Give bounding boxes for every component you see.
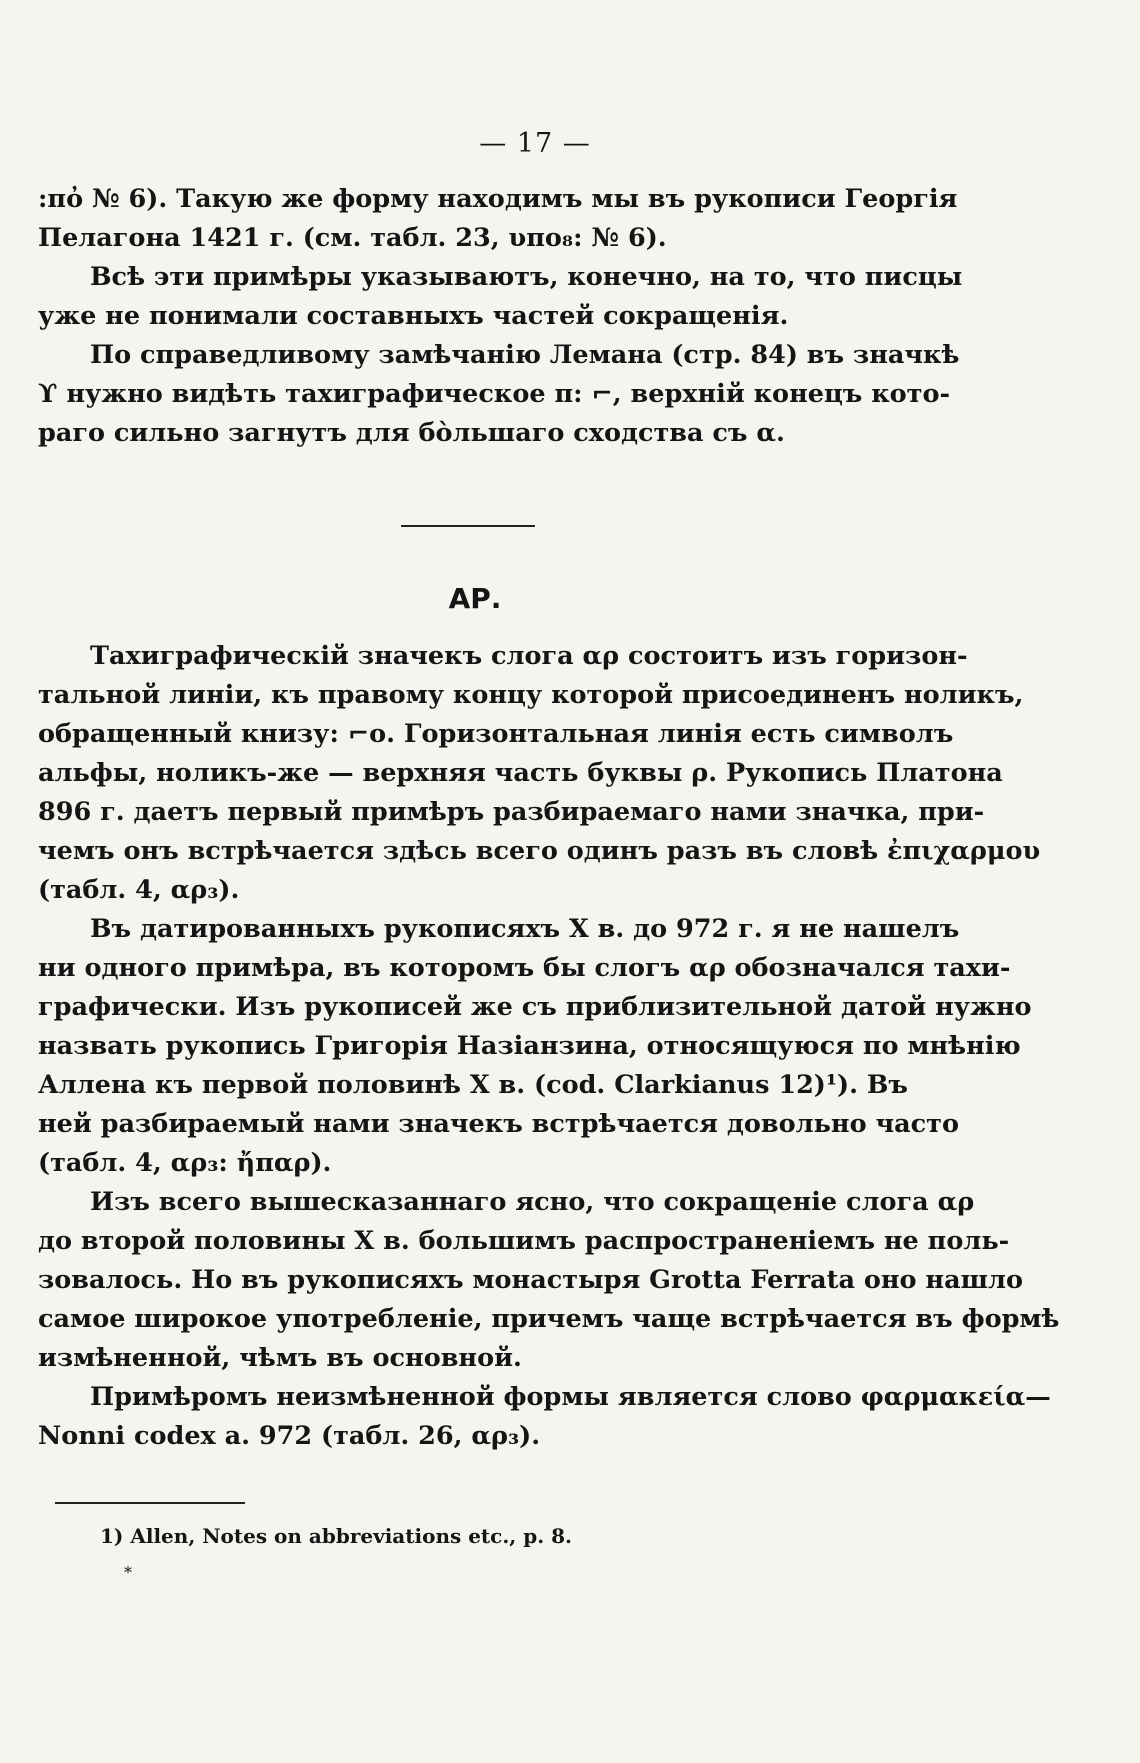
text-line: измѣненной, чѣмъ въ основной.: [38, 1343, 522, 1373]
text-line: Аллена къ первой половинѣ X в. (cod. Clarkianus 12)¹). Въ: [38, 1070, 908, 1100]
text-line: Пелагона 1421 г. (см. табл. 23, υπο₈: № 6).: [38, 223, 667, 253]
text-line: Изъ всего вышесказаннаго ясно, что сокращеніе слога αρ: [90, 1187, 975, 1217]
footnote: 1) Allen, Notes on abbreviations etc., p. 8.: [100, 1524, 573, 1548]
section-text-block: [38, 637, 1060, 1456]
text-line: 896 г. даетъ первый примѣръ разбираемаго нами значка, при-: [38, 797, 985, 827]
text-line: По справедливому замѣчанію Лемана (стр. 84) въ значкѣ: [90, 340, 960, 370]
text-line: ней разбираемый нами значекъ встрѣчается довольно часто: [38, 1109, 959, 1139]
text-line: Въ датированныхъ рукописяхъ X в. до 972 г. я не нашелъ: [90, 914, 960, 944]
text-line: чемъ онъ встрѣчается здѣсь всего одинъ разъ въ словѣ ἐπιχαρμου: [38, 836, 1041, 866]
text-line: альфы, ноликъ-же — верхняя часть буквы ρ. Рукопись Платона: [38, 758, 1003, 788]
text-line: :πὀ № 6). Такую же форму находимъ мы въ рукописи Георгія: [38, 184, 958, 214]
text-line: обращенный книзу: ⌐ο. Горизонтальная линія есть символъ: [38, 719, 954, 749]
text-line: ϒ нужно видѣть тахиграфическое π: ⌐, верхній конецъ кото-: [38, 379, 951, 409]
section-divider: [401, 525, 535, 527]
text-line: уже не понимали составныхъ частей сокращенія.: [38, 301, 789, 331]
text-line: ни одного примѣра, въ которомъ бы слогъ αρ обозначался тахи-: [38, 953, 1011, 983]
text-line: зовалось. Но въ рукописяхъ монастыря Grotta Ferrata оно нашло: [38, 1265, 1023, 1295]
top-text-block: [38, 180, 963, 453]
text-line: Примѣромъ неизмѣненной формы является слово φαρμακεία—: [90, 1382, 1051, 1412]
text-line: самое широкое употребленіе, причемъ чаще встрѣчается въ формѣ: [38, 1304, 1060, 1334]
text-line: графически. Изъ рукописей же съ приблизительной датой нужно: [38, 992, 1032, 1022]
page-number: — 17 —: [479, 128, 591, 159]
text-line: Тахиграфическій значекъ слога αρ состоитъ изъ горизон-: [90, 641, 968, 671]
text-line: раго сильно загнутъ для бо̀льшаго сходства съ α.: [38, 418, 785, 448]
text-line: Nonni codex a. 972 (табл. 26, αρ₃).: [38, 1421, 541, 1451]
text-line: назвать рукопись Григорія Назіанзина, относящуюся по мнѣнію: [38, 1031, 1021, 1061]
footnote-divider: [55, 1502, 245, 1504]
section-heading: АР.: [448, 582, 502, 615]
text-line: Всѣ эти примѣры указываютъ, конечно, на то, что писцы: [90, 262, 963, 292]
text-line: (табл. 4, αρ₃).: [38, 875, 240, 905]
text-line: (табл. 4, αρ₃: ἤπαρ).: [38, 1148, 332, 1178]
text-line: до второй половины X в. большимъ распространеніемъ не поль-: [38, 1226, 1010, 1256]
footnote-mark: *: [124, 1563, 132, 1582]
text-line: тальной линіи, къ правому концу которой присоединенъ ноликъ,: [38, 680, 1024, 710]
